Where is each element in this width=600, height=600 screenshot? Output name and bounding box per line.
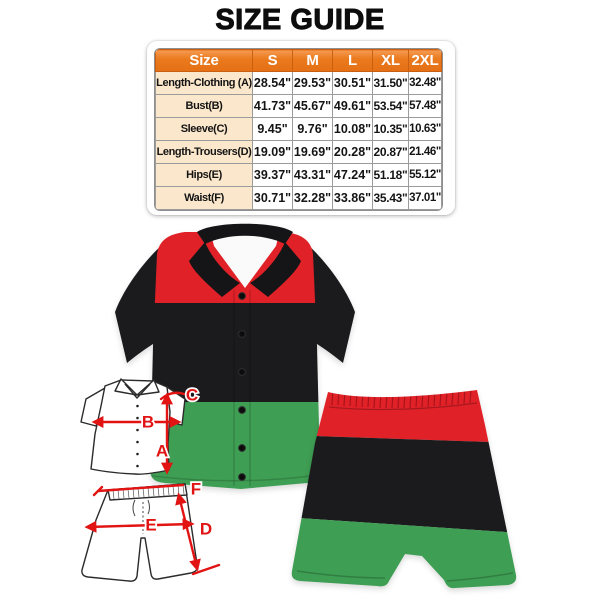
size-column-header: Size [156, 50, 253, 72]
measure-label-d: D [199, 519, 213, 539]
size-value: 39.37" [253, 164, 293, 187]
size-value: 9.45" [253, 118, 293, 141]
size-value: 45.67" [293, 95, 333, 118]
size-value: 20.28" [333, 141, 373, 164]
size-table-card [147, 41, 455, 215]
measurement-label: Hips(E) [156, 164, 253, 187]
size-value: 51.18" [373, 164, 409, 187]
table-row [156, 187, 442, 210]
size-value: 30.71" [253, 187, 293, 210]
measure-label-e: E [145, 515, 157, 535]
measurement-label: Bust(B) [156, 95, 253, 118]
measurement-label: Waist(F) [156, 187, 253, 210]
measure-label-f: F [190, 479, 202, 499]
shorts-product-image [285, 385, 520, 595]
shorts-black-stripe [285, 435, 520, 533]
measure-label-a: A [155, 441, 169, 461]
size-column-header: XL [373, 50, 409, 72]
size-value: 32.28" [293, 187, 333, 210]
size-value: 57.48" [409, 95, 442, 118]
size-table [155, 49, 442, 210]
size-column-header: L [333, 50, 373, 72]
size-value: 28.54" [253, 72, 293, 95]
size-value: 31.50" [373, 72, 409, 95]
size-column-header: S [253, 50, 293, 72]
table-header-row [156, 50, 442, 72]
size-value: 47.24" [333, 164, 373, 187]
size-column-header: M [293, 50, 333, 72]
measurement-label: Length-Clothing (A) [156, 72, 253, 95]
size-value: 53.54" [373, 95, 409, 118]
table-row [156, 72, 442, 95]
size-value: 10.35" [373, 118, 409, 141]
shorts-red-stripe [285, 385, 520, 443]
size-table-border [154, 48, 443, 211]
size-value: 20.87" [373, 141, 409, 164]
size-value: 37.01" [409, 187, 442, 210]
table-row [156, 164, 442, 187]
size-value: 19.09" [253, 141, 293, 164]
page-title: SIZE GUIDE [215, 4, 385, 36]
size-value: 21.46" [409, 141, 442, 164]
size-value: 33.86" [333, 187, 373, 210]
size-value: 41.73" [253, 95, 293, 118]
size-value: 55.12" [409, 164, 442, 187]
table-row [156, 95, 442, 118]
size-value: 35.43" [373, 187, 409, 210]
size-value: 10.63" [409, 118, 442, 141]
measurement-label: Length-Trousers(D) [156, 141, 253, 164]
size-column-header: 2XL [409, 50, 442, 72]
size-value: 19.69" [293, 141, 333, 164]
measurement-label: Sleeve(C) [156, 118, 253, 141]
size-value: 29.53" [293, 72, 333, 95]
size-value: 30.51" [333, 72, 373, 95]
measure-label-b: B [141, 412, 155, 432]
shorts-body [285, 385, 520, 595]
measure-label-c: C [185, 385, 199, 405]
shorts-measure-diagram [75, 478, 230, 600]
size-value: 9.76" [293, 118, 333, 141]
size-value: 49.61" [333, 95, 373, 118]
table-row [156, 118, 442, 141]
table-row [156, 141, 442, 164]
size-value: 32.48" [409, 72, 442, 95]
size-value: 43.31" [293, 164, 333, 187]
shirt-measure-diagram [75, 372, 210, 482]
size-value: 10.08" [333, 118, 373, 141]
